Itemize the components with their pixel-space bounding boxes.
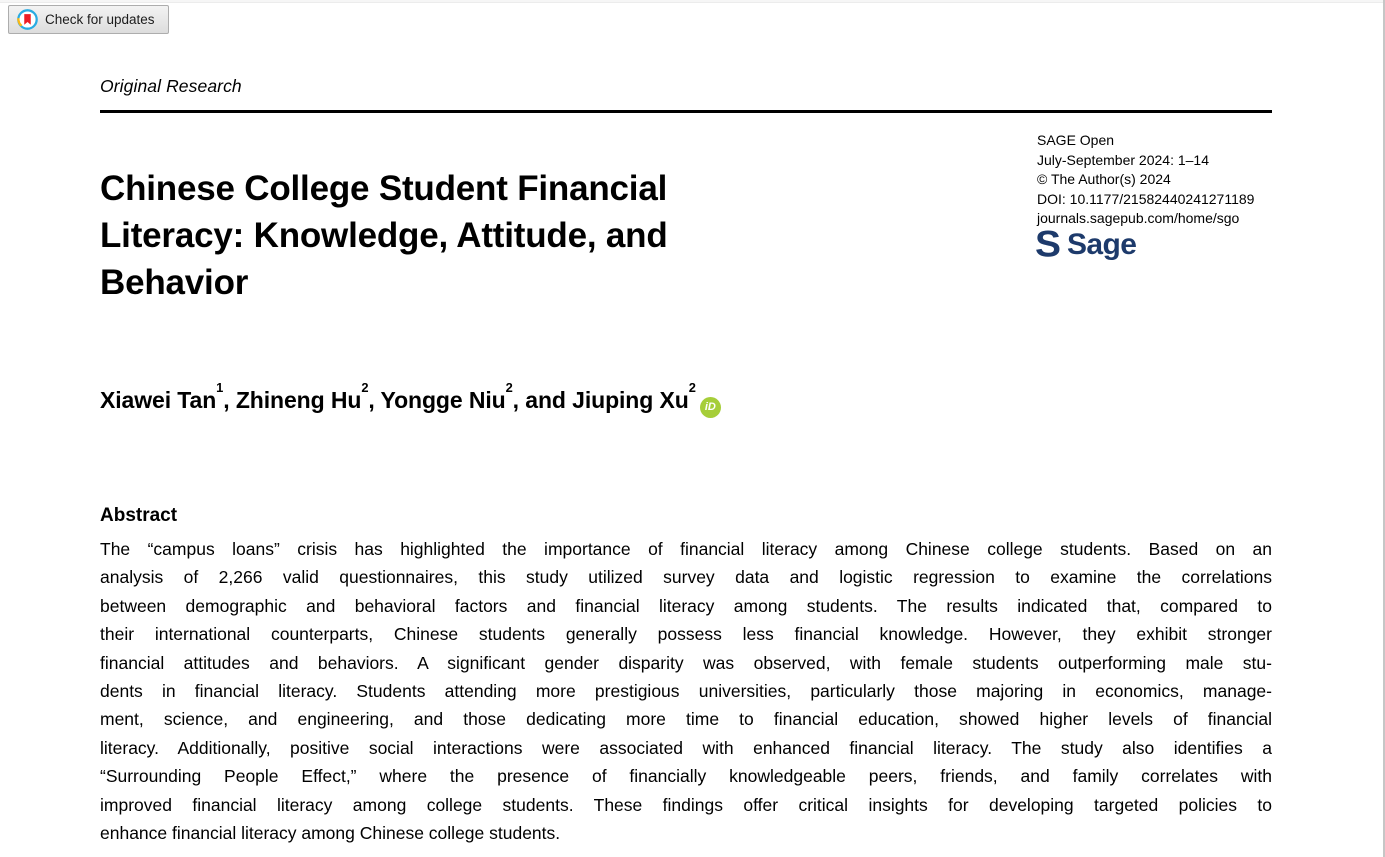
abstract-line: between demographic and behavioral factors and financial literacy among students. The results indicated that, compared to bbox=[100, 595, 1272, 616]
abstract-line: improved financial literacy among college students. These findings offer critical insights for developing targeted policies to bbox=[100, 794, 1272, 815]
author-affiliation-superscript: 2 bbox=[688, 380, 696, 396]
check-for-updates-label: Check for updates bbox=[45, 12, 155, 27]
author-name: Jiuping Xu bbox=[572, 387, 689, 413]
abstract-line: “Surrounding People Effect,” where the presence of financially knowledgeable peers, friends, and family correlates with bbox=[100, 766, 1272, 787]
paper-title: Chinese College Student Financial Literacy: Knowledge, Attitude, and Behavior bbox=[100, 169, 668, 302]
abstract-line: analysis of 2,266 valid questionnaires, this study utilized survey data and logistic regression to examine the correlations bbox=[100, 567, 1272, 588]
journal-copyright: © The Author(s) 2024 bbox=[1037, 171, 1171, 187]
abstract-heading: Abstract bbox=[100, 505, 178, 526]
author-name: Yongge Niu bbox=[380, 387, 506, 413]
journal-info-block bbox=[1037, 131, 1287, 229]
author-separator: , and bbox=[512, 387, 573, 413]
crossmark-icon bbox=[17, 9, 38, 30]
abstract-line: financial attitudes and behaviors. A significant gender disparity was observed, with female students outperforming male stu- bbox=[100, 652, 1272, 673]
author-name: Xiawei Tan bbox=[100, 387, 217, 413]
journal-issue: July-September 2024: 1–14 bbox=[1037, 151, 1209, 168]
author-list bbox=[100, 380, 721, 418]
sage-logo-text: Sage bbox=[1067, 227, 1137, 261]
journal-doi: DOI: 10.1177/21582440241271189 bbox=[1037, 190, 1255, 207]
author-separator: , bbox=[368, 387, 381, 413]
abstract-line: literacy. Additionally, positive social interactions were associated with enhanced financial literacy. The study also identifies a bbox=[100, 737, 1272, 758]
author-separator: , bbox=[223, 387, 236, 413]
journal-homepage-link[interactable]: journals.sagepub.com/home/sgo bbox=[1037, 210, 1240, 226]
check-for-updates-button[interactable] bbox=[8, 5, 169, 34]
abstract-line: ment, science, and engineering, and those dedicating more time to financial education, showed higher levels of financial bbox=[100, 709, 1272, 730]
header-divider bbox=[100, 110, 1272, 113]
abstract-line: dents in financial literacy. Students attending more prestigious universities, particularly those majoring in economics, manage- bbox=[100, 681, 1272, 702]
journal-name: SAGE Open bbox=[1037, 132, 1115, 148]
page-top-edge bbox=[0, 0, 1385, 3]
author-affiliation-superscript: 2 bbox=[505, 380, 513, 396]
article-type-label: Original Research bbox=[100, 76, 242, 96]
sage-logo-mark-icon: S bbox=[1035, 224, 1062, 265]
abstract-line: The “campus loans” crisis has highlighted the importance of financial literacy among Chinese college students. Based on an bbox=[100, 539, 1272, 559]
orcid-icon[interactable]: iD bbox=[700, 397, 721, 418]
abstract-body bbox=[100, 535, 1272, 847]
abstract-line: their international counterparts, Chinese students generally possess less financial knowledge. However, they exhibit stronger bbox=[100, 624, 1272, 645]
abstract-line: enhance financial literacy among Chinese college students. bbox=[100, 823, 561, 844]
sage-logo bbox=[1035, 225, 1136, 264]
author-affiliation-superscript: 1 bbox=[216, 380, 224, 396]
author-name: Zhineng Hu bbox=[235, 387, 362, 413]
author-affiliation-superscript: 2 bbox=[361, 380, 369, 396]
